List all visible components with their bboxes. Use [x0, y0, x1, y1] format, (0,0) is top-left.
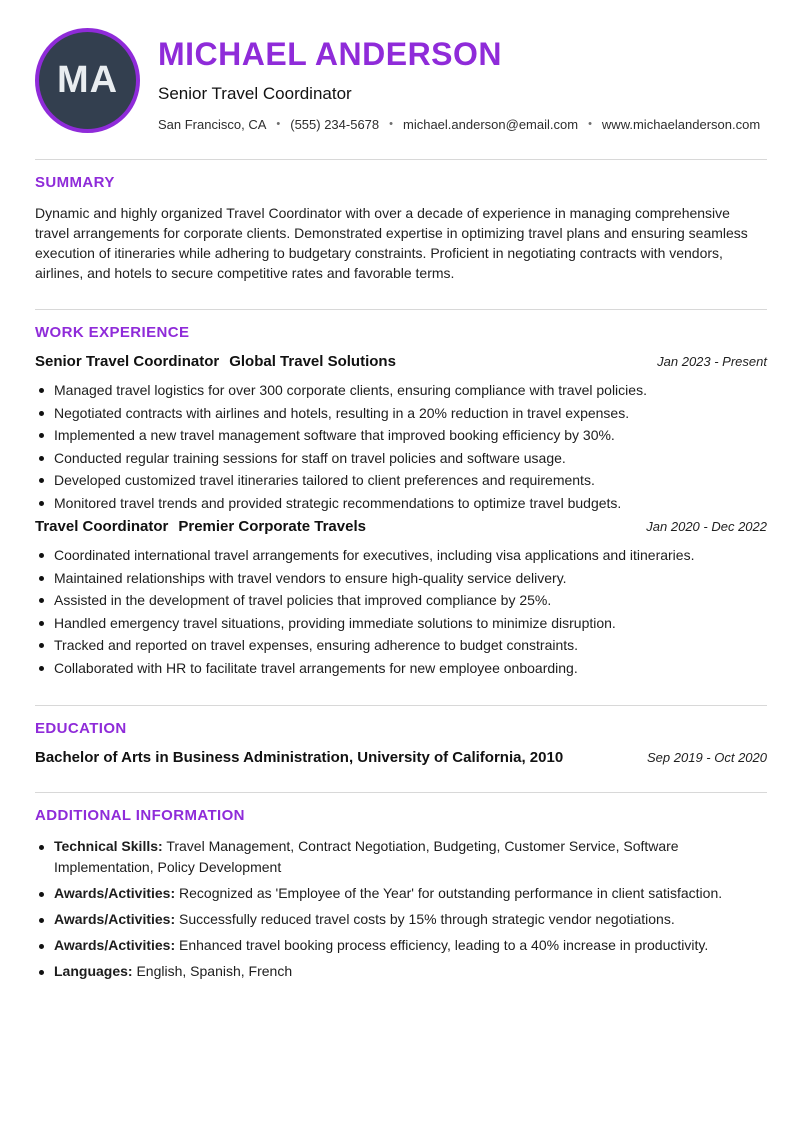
job-bullet: Conducted regular training sessions for staff on travel policies and software usage. — [35, 447, 767, 470]
job-bullet: Implemented a new travel management software that improved booking efficiency by 30%. — [35, 424, 767, 447]
avatar — [35, 28, 140, 133]
additional-item-text: English, Spanish, French — [136, 963, 293, 979]
job-bullet: Negotiated contracts with airlines and hotels, resulting in a 20% reduction in travel expenses. — [35, 402, 767, 425]
section-additional-information — [35, 792, 767, 982]
job-dates: Jan 2020 - Dec 2022 — [646, 519, 767, 534]
job-title-line — [35, 353, 396, 370]
job-bullet: Monitored travel trends and provided strategic recommendations to optimize travel budgets. — [35, 492, 767, 515]
education-heading: EDUCATION — [35, 720, 127, 737]
job-bullet: Assisted in the development of travel policies that improved compliance by 25%. — [35, 589, 767, 612]
additional-list — [35, 836, 767, 982]
section-summary — [35, 159, 767, 283]
candidate-title: Senior Travel Coordinator — [158, 83, 352, 103]
section-work-experience — [35, 309, 767, 679]
additional-item — [35, 909, 767, 930]
job-entry — [35, 518, 767, 679]
education-degree: Bachelor of Arts in Business Administration, University of California, 2010 — [35, 749, 564, 766]
job-bullet-list — [35, 544, 767, 679]
job-company: Global Travel Solutions — [229, 353, 396, 370]
job-position: Travel Coordinator — [35, 518, 169, 535]
job-bullet: Maintained relationships with travel vendors to ensure high-quality service delivery. — [35, 567, 767, 590]
contact-line — [158, 117, 760, 132]
job-bullet: Managed travel logistics for over 300 corporate clients, ensuring compliance with travel policies. — [35, 379, 767, 402]
contact-email: michael.anderson@email.com — [403, 116, 579, 132]
contact-separator: • — [389, 117, 393, 130]
education-dates: Sep 2019 - Oct 2020 — [647, 750, 767, 765]
additional-item-label: Awards/Activities: — [54, 911, 176, 927]
additional-item — [35, 883, 767, 904]
summary-text: Dynamic and highly organized Travel Coordinator with over a decade of experience in managing comprehensive travel arrangements for corporate clients. Demonstrated expertise in optimizing travel plans and ensuring seamless execution of itineraries while adhering to budgetary constraints. Proficient in negotiating contracts with vendors, airlines, and hotels to secure competitive rates and favorable terms. — [35, 205, 748, 281]
work-experience-heading: WORK EXPERIENCE — [35, 324, 190, 341]
job-title-line — [35, 518, 366, 535]
contact-phone: (555) 234-5678 — [290, 116, 380, 132]
additional-item — [35, 836, 767, 878]
additional-information-heading: ADDITIONAL INFORMATION — [35, 807, 245, 824]
contact-separator: • — [588, 117, 592, 130]
job-header — [35, 518, 767, 535]
additional-item-text: Travel Management, Contract Negotiation, Budgeting, Customer Service, Software Implementation, Policy Development — [54, 838, 679, 875]
additional-item-text: Recognized as 'Employee of the Year' for outstanding performance in client satisfaction. — [179, 885, 723, 901]
section-education — [35, 705, 767, 766]
job-bullet: Collaborated with HR to facilitate travel arrangements for new employee onboarding. — [35, 657, 767, 680]
education-row — [35, 749, 767, 766]
job-bullet: Tracked and reported on travel expenses, ensuring adherence to budget constraints. — [35, 634, 767, 657]
additional-item-label: Technical Skills: — [54, 838, 163, 854]
additional-item — [35, 935, 767, 956]
resume-header — [35, 28, 767, 133]
contact-website: www.michaelanderson.com — [601, 116, 761, 132]
avatar-initials: MA — [56, 59, 119, 101]
summary-heading: SUMMARY — [35, 174, 115, 191]
job-entry — [35, 353, 767, 514]
job-position: Senior Travel Coordinator — [35, 353, 220, 370]
contact-location: San Francisco, CA — [158, 116, 267, 132]
candidate-name: MICHAEL ANDERSON — [158, 36, 503, 72]
job-header — [35, 353, 767, 370]
job-company: Premier Corporate Travels — [178, 518, 366, 535]
job-bullet: Coordinated international travel arrangements for executives, including visa applications and itineraries. — [35, 544, 767, 567]
additional-item — [35, 961, 767, 982]
additional-item-label: Awards/Activities: — [54, 885, 176, 901]
job-bullet: Handled emergency travel situations, providing immediate solutions to minimize disruption. — [35, 612, 767, 635]
additional-item-label: Awards/Activities: — [54, 937, 176, 953]
job-dates: Jan 2023 - Present — [657, 354, 767, 369]
additional-item-text: Successfully reduced travel costs by 15% through strategic vendor negotiations. — [179, 911, 675, 927]
contact-separator: • — [276, 117, 281, 130]
additional-item-label: Languages: — [54, 963, 133, 979]
job-bullet-list — [35, 379, 767, 514]
header-text — [158, 28, 760, 132]
job-bullet: Developed customized travel itineraries tailored to client preferences and requirements. — [35, 469, 767, 492]
additional-item-text: Enhanced travel booking process efficiency, leading to a 40% increase in productivity. — [179, 937, 709, 953]
